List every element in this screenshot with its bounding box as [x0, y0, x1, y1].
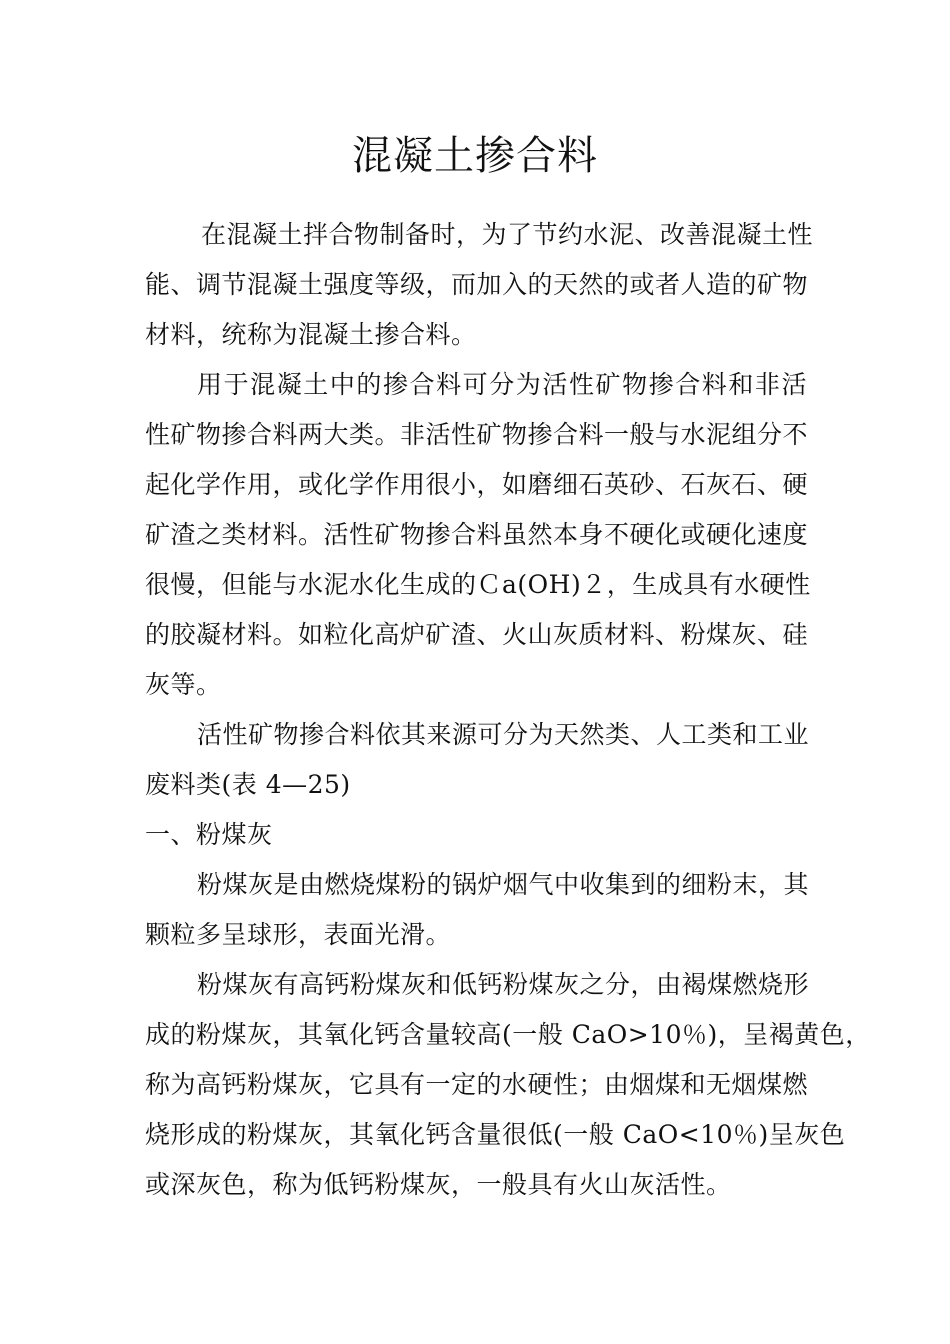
text-line: 用于混凝土中的掺合料可分为活性矿物掺合料和非活	[197, 370, 807, 399]
document-body	[145, 210, 871, 1210]
paragraph-fly-ash-types	[145, 960, 871, 1210]
text-line: 矿渣之类材料。活性矿物掺合料虽然本身不硬化或硬化速度	[145, 520, 809, 549]
paragraph-definition	[145, 210, 814, 360]
text-line: 性矿物掺合料两大类。非活性矿物掺合料一般与水泥组分不	[145, 420, 809, 449]
text-line: 灰等。	[145, 670, 222, 699]
paragraph-classification	[145, 360, 811, 710]
text-line: 活性矿物掺合料依其来源可分为天然类、人工类和工业	[197, 720, 810, 749]
paragraph-fly-ash-definition	[145, 860, 810, 960]
text-line: 粉煤灰有高钙粉煤灰和低钙粉煤灰之分，由褐煤燃烧形	[197, 970, 810, 999]
text-line: 在混凝土拌合物制备时，为了节约水泥、改善混凝土性	[201, 220, 814, 249]
paragraph-sources	[145, 710, 810, 810]
section-heading-fly-ash	[145, 810, 807, 860]
text-line: 成的粉煤灰，其氧化钙含量较高(一般 CaO>10％)，呈褐黄色，	[145, 1020, 871, 1049]
text-line: 或深灰色，称为低钙粉煤灰，一般具有火山灰活性。	[145, 1170, 732, 1199]
text-line: 烧形成的粉煤灰，其氧化钙含量很低(一般 CaO<10％)呈灰色	[145, 1120, 846, 1149]
text-line: 的胶凝材料。如粒化高炉矿渣、火山灰质材料、粉煤灰、硅	[145, 620, 809, 649]
text-line: 能、调节混凝土强度等级，而加入的天然的或者人造的矿物	[145, 270, 809, 299]
section-heading: 一、粉煤灰	[145, 820, 273, 849]
text-line: 颗粒多呈球形，表面光滑。	[145, 920, 452, 949]
text-line: 材料，统称为混凝土掺合料。	[145, 320, 477, 349]
text-line: 很慢，但能与水泥水化生成的Ｃa(OH)２，生成具有水硬性	[145, 570, 811, 599]
text-line: 起化学作用，或化学作用很小，如磨细石英砂、石灰石、硬	[145, 470, 809, 499]
text-line: 称为高钙粉煤灰，它具有一定的水硬性；由烟煤和无烟煤燃	[145, 1070, 809, 1099]
text-line: 粉煤灰是由燃烧煤粉的锅炉烟气中收集到的细粉末，其	[197, 870, 810, 899]
text-line: 废料类(表 4—25)	[145, 770, 351, 799]
document-title: 混凝土掺合料	[352, 133, 598, 179]
